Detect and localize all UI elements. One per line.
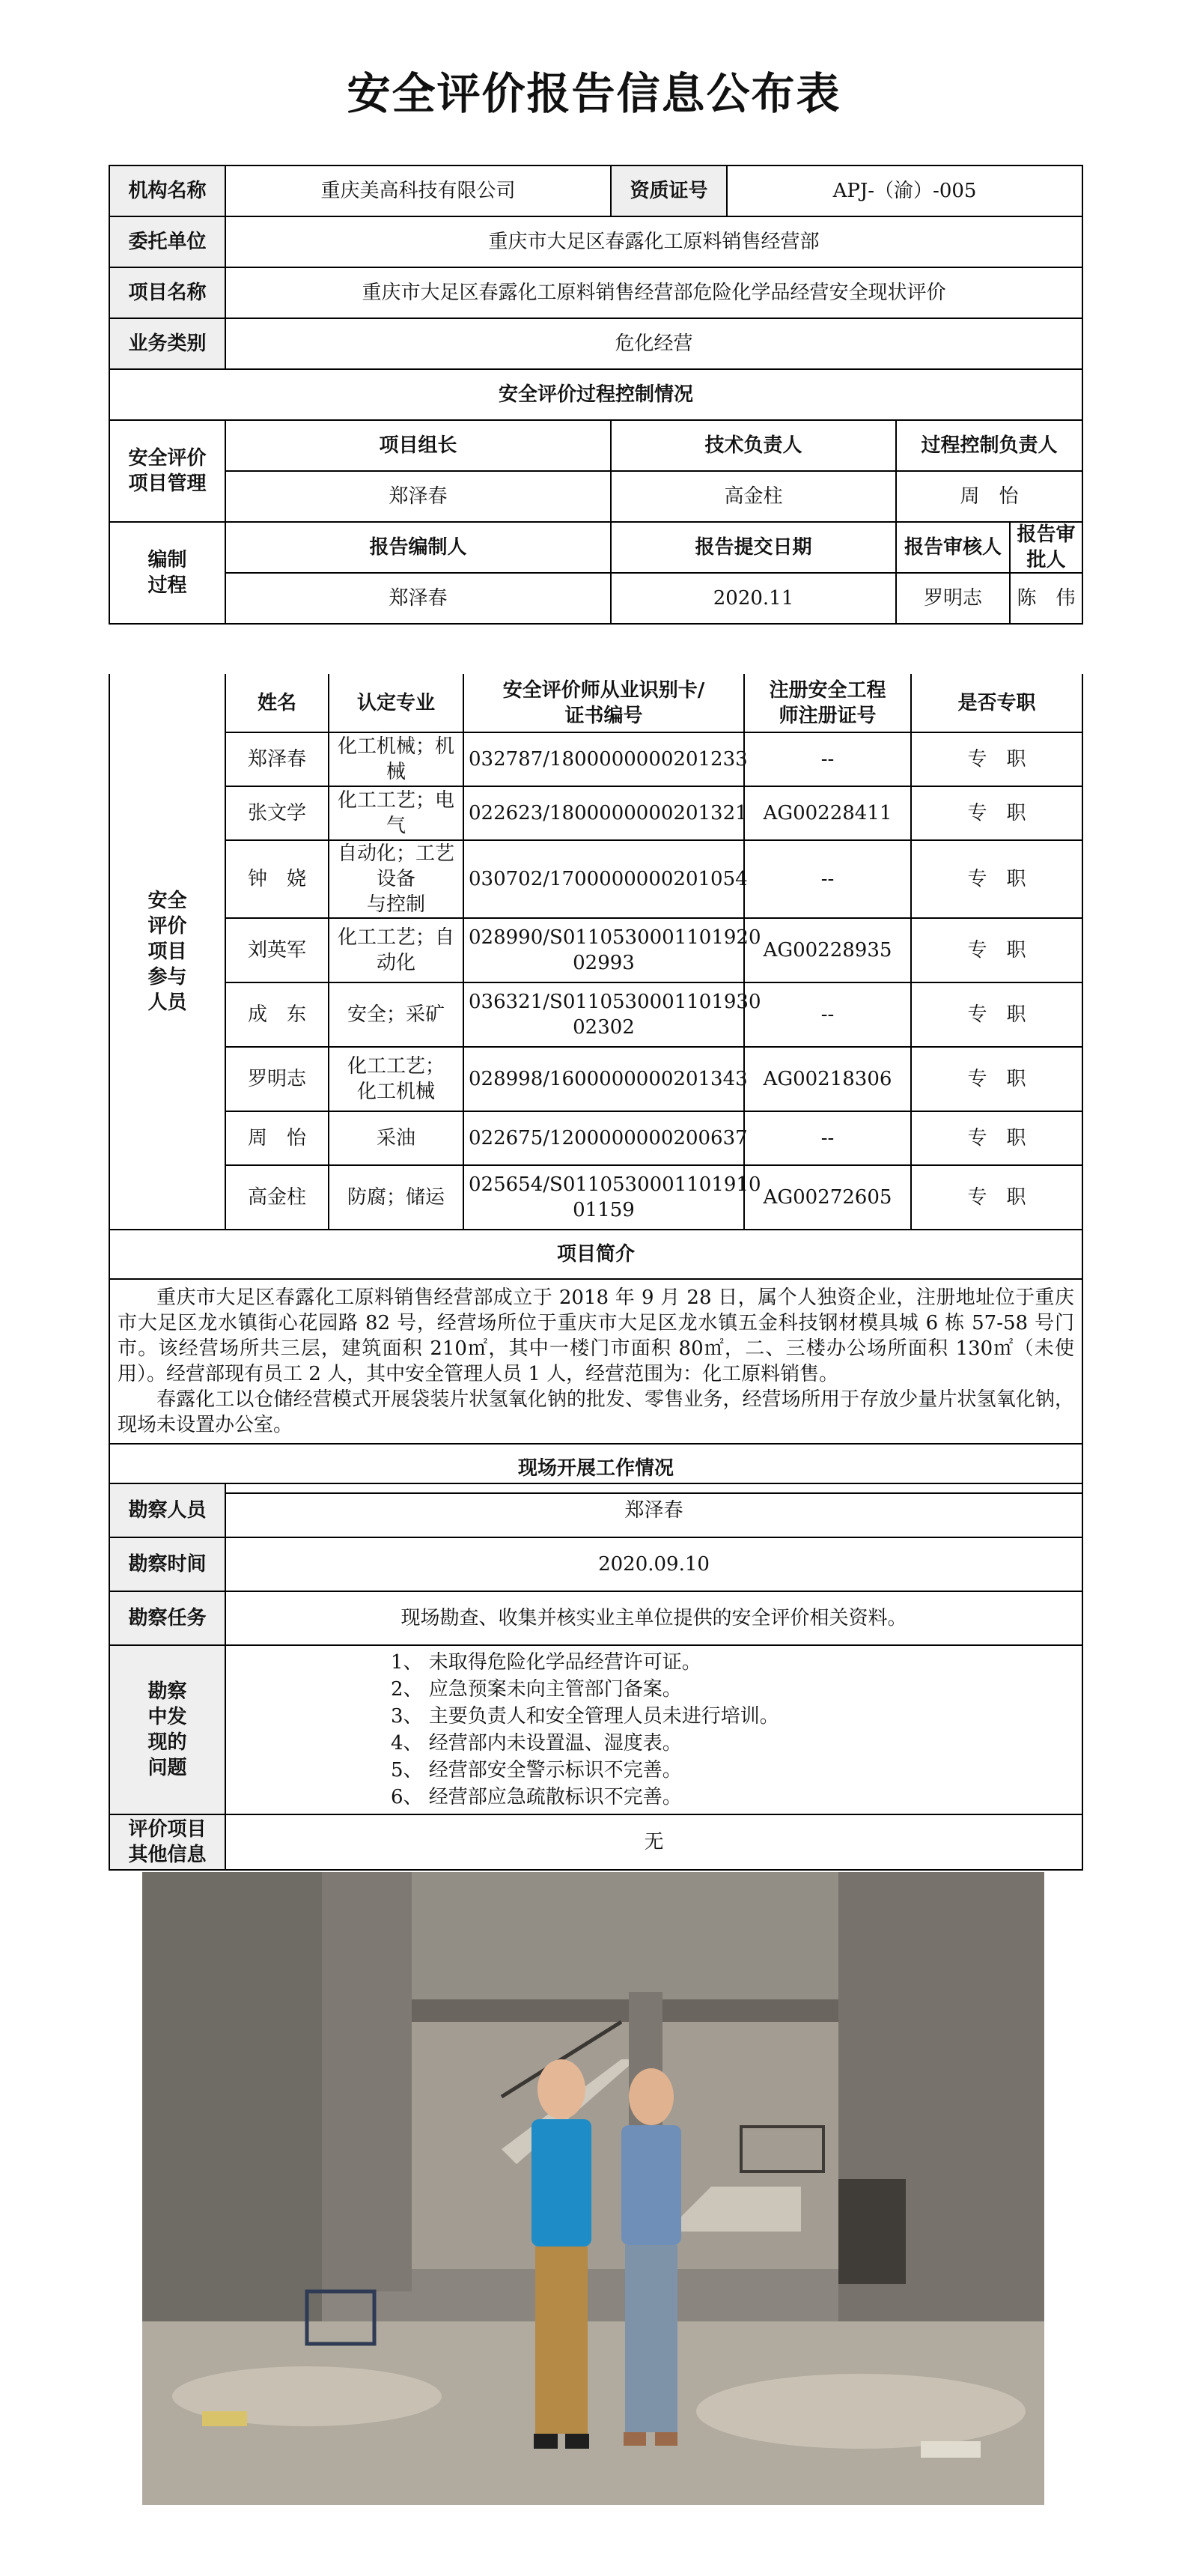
- participant-cert: 028990/S0110530001101920 02993: [463, 918, 744, 982]
- site-photo: [142, 1872, 1044, 2505]
- table-row: [109, 1047, 1082, 1111]
- list-item: 5、 经营部安全警示标识不完善。: [391, 1759, 682, 1781]
- summary-paragraph-2: 春露化工以仓储经营模式开展袋装片状氢氧化钠的批发、零售业务，经营场所用于存放少量片状氢氧化钠，现场未设置办公室。: [118, 1388, 1074, 1436]
- participant-name: 郑泽春: [225, 732, 329, 786]
- participant-name: 罗明志: [225, 1047, 329, 1111]
- prep-value-author: 郑泽春: [225, 573, 611, 624]
- field-heading: 现场开展工作情况: [109, 1444, 1082, 1493]
- prep-header-author: 报告编制人: [225, 522, 611, 573]
- participant-reg: AG00228935: [744, 918, 911, 982]
- prep-header-split: [896, 522, 1082, 573]
- participants-table: [109, 674, 1083, 1494]
- report-info-table: [109, 165, 1083, 625]
- prep-value-split: [896, 573, 1082, 624]
- col-reg-header: 注册安全工程 师注册证号: [744, 674, 911, 732]
- participant-major: 化工工艺； 化工机械: [329, 1047, 463, 1111]
- table-row: [109, 1111, 1082, 1165]
- process-heading: 安全评价过程控制情况: [109, 369, 1082, 420]
- survey-time-value: 2020.09.10: [225, 1537, 1082, 1591]
- table-row: [109, 1165, 1082, 1230]
- cert-value: APJ-（渝）-005: [727, 165, 1082, 216]
- participant-reg: AG00272605: [744, 1165, 911, 1230]
- site-photo-illustration: [142, 1872, 1044, 2505]
- participant-name: 成 东: [225, 982, 329, 1047]
- col-name-header: 姓名: [225, 674, 329, 732]
- participant-cert: 030702/1700000000201054: [463, 840, 744, 918]
- survey-task-label: 勘察任务: [109, 1591, 225, 1645]
- mgmt-label: 安全评价 项目管理: [109, 420, 225, 522]
- other-info-label: 评价项目 其他信息: [109, 1814, 225, 1870]
- prep-header-reviewer: 报告审核人: [897, 523, 1011, 572]
- participant-fulltime: 专 职: [911, 840, 1082, 918]
- summary-paragraph-1: 重庆市大足区春露化工原料销售经营部成立于 2018 年 9 月 28 日，属个人独资企业，注册地址位于重庆市大足区龙水镇街心花园路 82 号，经营场所位于重庆市大足区龙水镇五金科技钢材模具城 6 栋 57-58 号门市。该经营场所共三层，建筑面积 210㎡，其中一楼门市面积 80㎡，二、三楼办公场所面积 130㎡（未使用）。经营部现有员工 2 人，其中安全管理人员 1 人，经营范围为：化工原料销售。: [118, 1287, 1074, 1385]
- list-item: 3、 主要负责人和安全管理人员未进行培训。: [391, 1705, 779, 1728]
- participant-cert: 022623/1800000000201321: [463, 786, 744, 840]
- cert-label: 资质证号: [611, 165, 727, 216]
- prep-value-approver: 陈 伟: [1017, 587, 1076, 610]
- participant-major: 防腐；储运: [329, 1165, 463, 1230]
- project-value: 重庆市大足区春露化工原料销售经营部危险化学品经营安全现状评价: [225, 267, 1082, 318]
- participant-cert: 028998/1600000000201343: [463, 1047, 744, 1111]
- prep-value-date: 2020.11: [611, 573, 896, 624]
- participant-major: 化工机械；机械: [329, 732, 463, 786]
- table-row: [109, 918, 1082, 982]
- participant-fulltime: 专 职: [911, 1165, 1082, 1230]
- participant-fulltime: 专 职: [911, 982, 1082, 1047]
- mgmt-value-control: 周 怡: [896, 471, 1082, 522]
- participant-cert: 022675/1200000000200637: [463, 1111, 744, 1165]
- page-title: 安全评价报告信息公布表: [347, 68, 841, 119]
- participant-reg: --: [744, 840, 911, 918]
- participant-fulltime: 专 职: [911, 1111, 1082, 1165]
- participant-reg: AG00218306: [744, 1047, 911, 1111]
- participants-label: 安全 评价 项目 参与 人员: [109, 674, 225, 1230]
- mgmt-value-tech: 高金柱: [611, 471, 896, 522]
- client-label: 委托单位: [109, 216, 225, 267]
- list-item: 6、 经营部应急疏散标识不完善。: [391, 1786, 682, 1808]
- mgmt-value-leader: 郑泽春: [225, 471, 611, 522]
- participant-reg: --: [744, 732, 911, 786]
- prep-label: 编制 过程: [109, 522, 225, 624]
- org-value: 重庆美高科技有限公司: [225, 165, 611, 216]
- participant-major: 化工工艺；电气: [329, 786, 463, 840]
- participant-reg: AG00228411: [744, 786, 911, 840]
- prep-header-date: 报告提交日期: [611, 522, 896, 573]
- mgmt-header-leader: 项目组长: [225, 420, 611, 471]
- survey-task-value: 现场勘查、收集并核实业主单位提供的安全评价相关资料。: [225, 1591, 1082, 1645]
- col-fulltime-header: 是否专职: [911, 674, 1082, 732]
- category-label: 业务类别: [109, 318, 225, 369]
- table-row: [109, 982, 1082, 1047]
- participant-fulltime: 专 职: [911, 1047, 1082, 1111]
- field-work-table: [109, 1483, 1083, 1871]
- surveyor-label: 勘察人员: [109, 1483, 225, 1537]
- table-row: [109, 786, 1082, 840]
- table-row: [109, 840, 1082, 918]
- participant-name: 周 怡: [225, 1111, 329, 1165]
- participant-name: 高金柱: [225, 1165, 329, 1230]
- participant-cert: 032787/1800000000201233: [463, 732, 744, 786]
- participant-major: 安全；采矿: [329, 982, 463, 1047]
- mgmt-header-tech: 技术负责人: [611, 420, 896, 471]
- category-value: 危化经营: [225, 318, 1082, 369]
- prep-value-reviewer: 罗明志: [897, 574, 1011, 623]
- participant-name: 刘英军: [225, 918, 329, 982]
- col-cert-header: 安全评价师从业识别卡/ 证书编号: [463, 674, 744, 732]
- participant-major: 自动化；工艺设备 与控制: [329, 840, 463, 918]
- project-label: 项目名称: [109, 267, 225, 318]
- mgmt-header-control: 过程控制负责人: [896, 420, 1082, 471]
- other-info-value: 无: [225, 1814, 1082, 1870]
- participant-reg: --: [744, 1111, 911, 1165]
- list-item: 4、 经营部内未设置温、湿度表。: [391, 1732, 682, 1755]
- issues-label: 勘察 中发 现的 问题: [109, 1645, 225, 1814]
- participant-fulltime: 专 职: [911, 918, 1082, 982]
- participant-cert: 036321/S0110530001101930 02302: [463, 982, 744, 1047]
- col-major-header: 认定专业: [329, 674, 463, 732]
- participant-name: 张文学: [225, 786, 329, 840]
- participant-reg: --: [744, 982, 911, 1047]
- participant-fulltime: 专 职: [911, 786, 1082, 840]
- participant-fulltime: 专 职: [911, 732, 1082, 786]
- org-label: 机构名称: [109, 165, 225, 216]
- participant-major: 采油: [329, 1111, 463, 1165]
- participant-cert: 025654/S0110530001101910 01159: [463, 1165, 744, 1230]
- issues-list: [225, 1645, 1082, 1814]
- prep-header-approver: 报告审批人: [1017, 523, 1076, 571]
- surveyor-value: 郑泽春: [225, 1483, 1082, 1537]
- table-row: [109, 732, 1082, 786]
- summary-body: [109, 1279, 1082, 1444]
- list-item: 2、 应急预案未向主管部门备案。: [391, 1678, 682, 1701]
- summary-heading: 项目简介: [109, 1230, 1082, 1279]
- participant-name: 钟 娆: [225, 840, 329, 918]
- survey-time-label: 勘察时间: [109, 1537, 225, 1591]
- participant-major: 化工工艺；自动化: [329, 918, 463, 982]
- client-value: 重庆市大足区春露化工原料销售经营部: [225, 216, 1082, 267]
- list-item: 1、 未取得危险化学品经营许可证。: [391, 1651, 701, 1674]
